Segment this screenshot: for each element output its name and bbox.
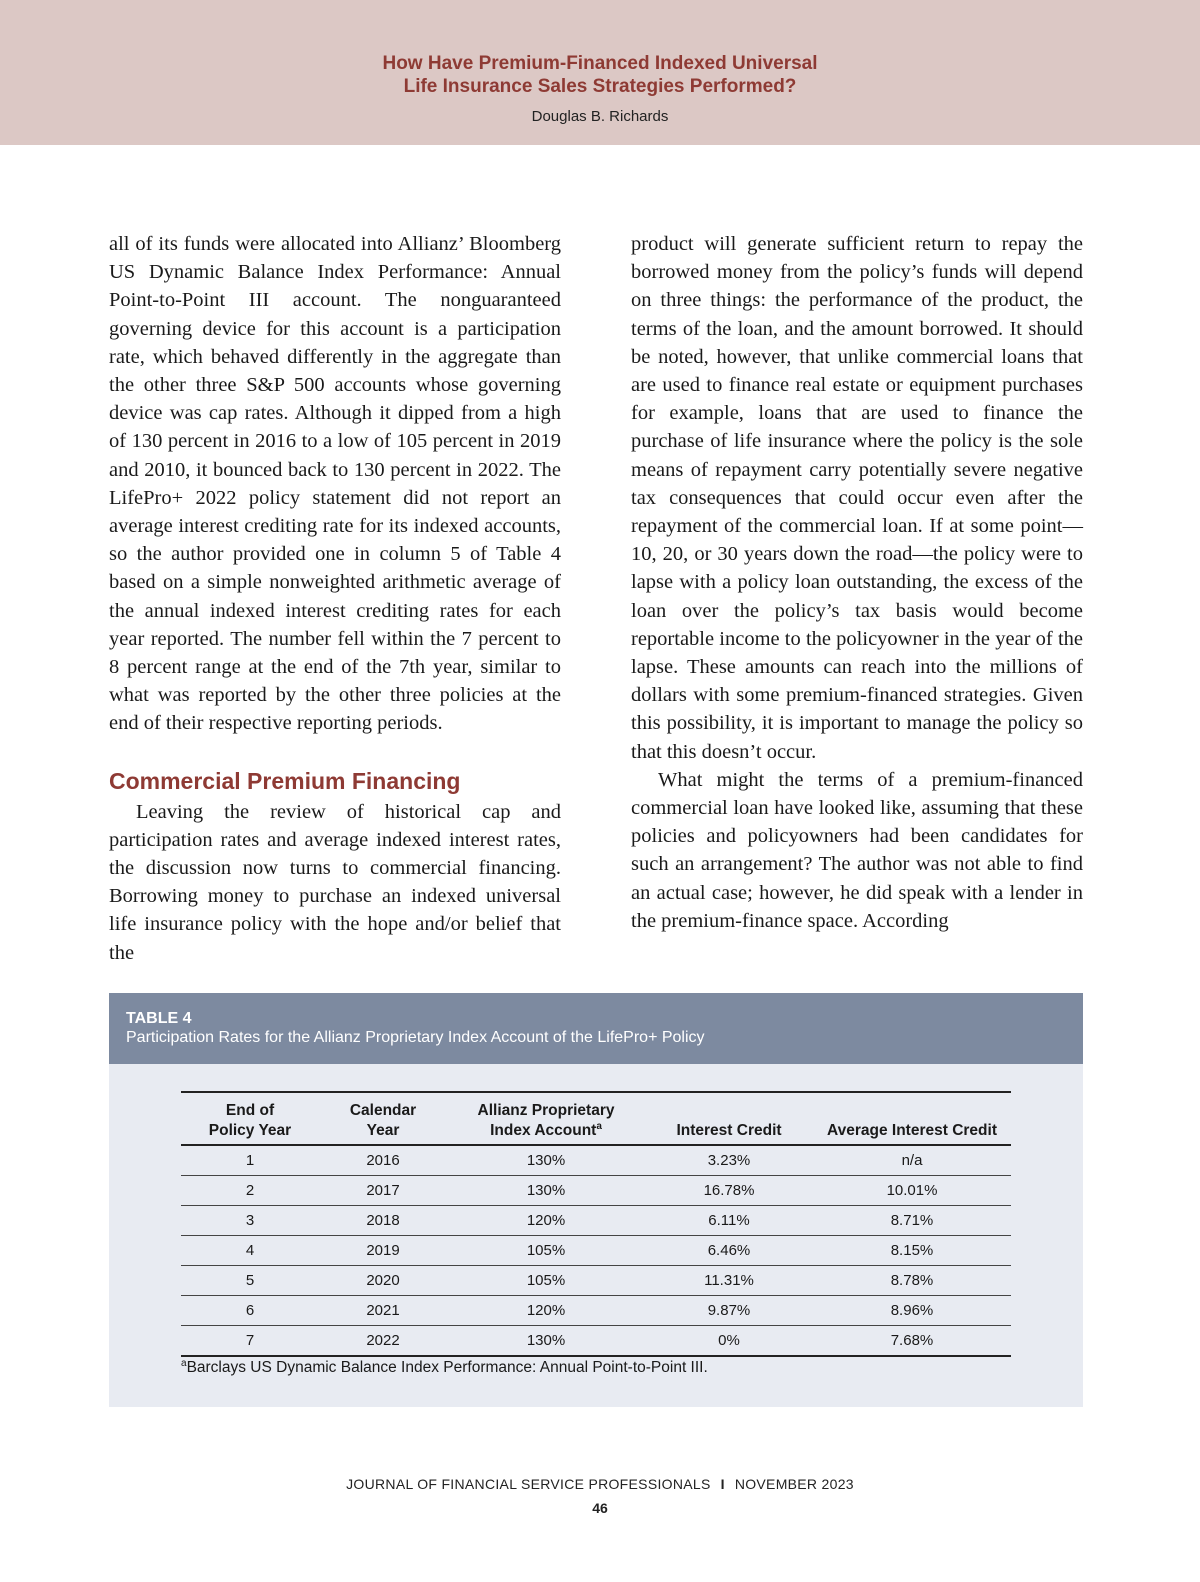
cell-index-account: 130% [447, 1145, 645, 1176]
cell-interest-credit: 16.78% [645, 1176, 813, 1206]
cell-policy-year: 6 [181, 1296, 319, 1326]
table-row [181, 1145, 1011, 1176]
table-header-band [109, 993, 1083, 1064]
table-header-row [181, 1092, 1011, 1145]
cell-index-account: 130% [447, 1176, 645, 1206]
cell-policy-year: 1 [181, 1145, 319, 1176]
cell-average-interest-credit: 8.78% [813, 1266, 1011, 1296]
article-header [0, 0, 1200, 145]
col-header-policy-year-line-2: Policy Year [208, 1122, 292, 1139]
article-title-line-1: How Have Premium-Financed Indexed Universal [382, 53, 818, 74]
article-title-line-2: Life Insurance Sales Strategies Performed? [403, 76, 797, 97]
table-row [181, 1296, 1011, 1326]
article-author: Douglas B. Richards [531, 108, 669, 125]
left-paragraph-2: Leaving the review of historical cap and participation rates and average indexed interest rates, the discussion now turns to commercial financing. Borrowing money to purchase an indexed universal life insurance policy with the hope and/or belief that the [109, 800, 561, 964]
cell-average-interest-credit: 8.71% [813, 1206, 1011, 1236]
cell-interest-credit: 3.23% [645, 1145, 813, 1176]
page-number: 46 [592, 1500, 608, 1516]
table-footnote [181, 1359, 708, 1377]
cell-calendar-year: 2016 [319, 1145, 447, 1176]
cell-index-account: 105% [447, 1236, 645, 1266]
cell-average-interest-credit: 7.68% [813, 1326, 1011, 1357]
left-text-column [109, 230, 561, 967]
left-paragraph-1: all of its funds were allocated into Allianz’ Bloomberg US Dynamic Balance Index Performance: Annual Point-to-Point III account. The nonguaranteed governing device for this account is a participation rate, which behaved differently in the aggregate than the other three S&P 500 accounts whose governing device was cap rates. Although it dipped from a high of 130 percent in 2016 to a low of 105 percent in 2019 and 2010, it bounced back to 130 percent in 2022. The LifePro+ 2022 policy statement did not report an average interest crediting rate for its indexed accounts, so the author provided one in column 5 of Table 4 based on a simple nonweighted arithmetic average of the annual indexed interest crediting rates for each year reported. The number fell within the 7 percent to 8 percent range at the end of the 7th year, similar to what was reported by the other three policies at the end of their respective reporting periods. [109, 233, 561, 735]
col-header-index-account-line-1: Allianz Proprietary [477, 1102, 615, 1119]
table-row [181, 1326, 1011, 1357]
right-paragraph-2: What might the terms of a premium-financed commercial loan have looked like, assuming that these policies and policyowners had been candidates for such an arrangement? The author was not able to find an actual case; however, he did speak with a lender in the premium-finance space. According [631, 768, 1083, 932]
cell-calendar-year: 2019 [319, 1236, 447, 1266]
cell-interest-credit: 0% [645, 1326, 813, 1357]
journal-name: JOURNAL OF FINANCIAL SERVICE PROFESSIONALS [346, 1476, 711, 1492]
article-title [0, 52, 1200, 98]
participation-rates-table [181, 1091, 1011, 1357]
table-label: TABLE 4 [126, 1010, 192, 1027]
footnote-text: Barclays US Dynamic Balance Index Performance: Annual Point-to-Point III. [186, 1359, 708, 1376]
cell-policy-year: 5 [181, 1266, 319, 1296]
cell-average-interest-credit: 10.01% [813, 1176, 1011, 1206]
cell-interest-credit: 6.11% [645, 1206, 813, 1236]
table-row [181, 1206, 1011, 1236]
cell-policy-year: 3 [181, 1206, 319, 1236]
cell-calendar-year: 2021 [319, 1296, 447, 1326]
cell-index-account: 120% [447, 1206, 645, 1236]
cell-calendar-year: 2017 [319, 1176, 447, 1206]
cell-average-interest-credit: n/a [813, 1145, 1011, 1176]
right-text-column [631, 230, 1083, 935]
table-4-box [109, 993, 1083, 1407]
cell-average-interest-credit: 8.15% [813, 1236, 1011, 1266]
table-row [181, 1266, 1011, 1296]
footnote-marker-sup: a [596, 1120, 602, 1132]
col-header-interest-credit: Interest Credit [645, 1092, 813, 1145]
footer-separator: I [720, 1476, 725, 1492]
cell-interest-credit: 6.46% [645, 1236, 813, 1266]
cell-index-account: 130% [447, 1326, 645, 1357]
col-header-policy-year [181, 1092, 319, 1145]
col-header-calendar-year [319, 1092, 447, 1145]
issue-date: NOVEMBER 2023 [734, 1476, 854, 1492]
cell-policy-year: 4 [181, 1236, 319, 1266]
col-header-calendar-year-line-2: Year [366, 1122, 400, 1139]
cell-index-account: 105% [447, 1266, 645, 1296]
col-header-policy-year-line-1: End of [225, 1102, 275, 1119]
cell-policy-year: 2 [181, 1176, 319, 1206]
cell-calendar-year: 2022 [319, 1326, 447, 1357]
cell-policy-year: 7 [181, 1326, 319, 1357]
table-row [181, 1176, 1011, 1206]
right-paragraph-1: product will generate sufficient return to repay the borrowed money from the policy’s funds will depend on three things: the performance of the product, the terms of the loan, and the amount borrowed. It should be noted, however, that unlike commercial loans that are used to finance real estate or equipment purchases for example, loans that are used to finance the purchase of life insurance where the policy is the sole means of repayment carry potentially severe negative tax consequences that could occur even after the repayment of the commercial loan. If at some point—10, 20, or 30 years down the road—the policy were to lapse with a policy loan outstanding, the excess of the loan over the policy’s tax basis would become reportable income to the policyowner in the year of the lapse. These amounts can reach into the millions of dollars with some premium-financed strategies. Given this possibility, it is important to manage the policy so that this doesn’t occur. [631, 233, 1083, 763]
cell-average-interest-credit: 8.96% [813, 1296, 1011, 1326]
col-header-calendar-year-line-1: Calendar [349, 1102, 417, 1119]
cell-index-account: 120% [447, 1296, 645, 1326]
table-row [181, 1236, 1011, 1266]
col-header-index-account-line-2: Index Account [490, 1122, 597, 1139]
footnote-marker: a [181, 1357, 187, 1369]
cell-calendar-year: 2018 [319, 1206, 447, 1236]
col-header-index-account [447, 1092, 645, 1145]
section-heading: Commercial Premium Financing [109, 767, 461, 794]
table-caption: Participation Rates for the Allianz Proprietary Index Account of the LifePro+ Policy [126, 1029, 705, 1046]
col-header-average-interest-credit: Average Interest Credit [813, 1092, 1011, 1145]
cell-interest-credit: 11.31% [645, 1266, 813, 1296]
page-footer [0, 1476, 1200, 1492]
cell-interest-credit: 9.87% [645, 1296, 813, 1326]
cell-calendar-year: 2020 [319, 1266, 447, 1296]
